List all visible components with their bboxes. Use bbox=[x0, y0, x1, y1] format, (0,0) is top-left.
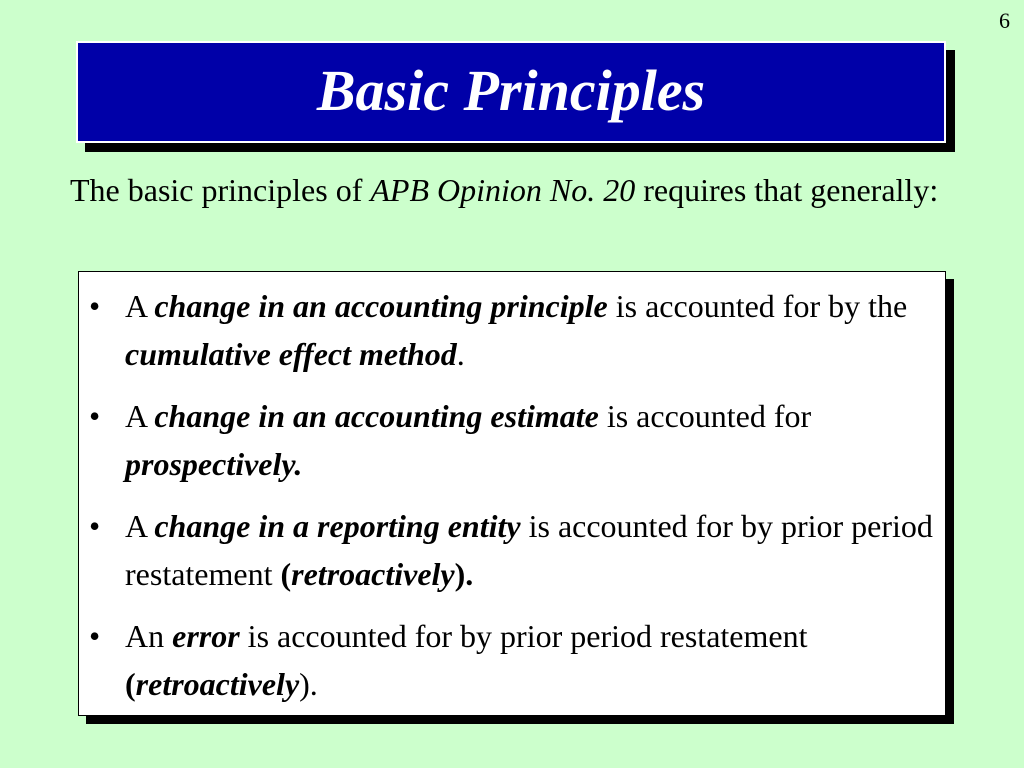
bullet-prefix: An bbox=[125, 618, 173, 654]
bullet-close: ). bbox=[299, 666, 318, 702]
bullet-marker: • bbox=[89, 288, 101, 324]
bullet-method: retroactively bbox=[135, 666, 300, 702]
bullet-prefix: A bbox=[125, 288, 155, 324]
intro-paragraph bbox=[70, 168, 950, 212]
bullet-prefix: A bbox=[125, 398, 155, 434]
bullet-method: retroactively bbox=[291, 556, 455, 592]
bullet-prefix: A bbox=[125, 508, 155, 544]
bullet-middle: is accounted for by the bbox=[607, 288, 908, 324]
intro-opinion: APB Opinion No. 20 bbox=[370, 172, 636, 208]
bullet-marker: • bbox=[89, 508, 101, 544]
bullet-middle: is accounted for by prior period restatement bbox=[125, 508, 933, 592]
bullet-item-error bbox=[79, 612, 945, 708]
bullet-method: prospectively. bbox=[125, 446, 303, 482]
bullet-marker: • bbox=[89, 618, 101, 654]
bullet-item-accounting-estimate bbox=[79, 392, 945, 488]
intro-text-before: The basic principles of bbox=[70, 172, 371, 208]
bullet-term: error bbox=[172, 618, 240, 654]
bullet-end: . bbox=[456, 336, 465, 372]
bullet-item-reporting-entity bbox=[79, 502, 945, 598]
bullet-list bbox=[79, 272, 945, 708]
bullet-close: ). bbox=[454, 556, 474, 592]
title-banner bbox=[76, 41, 946, 143]
page-number: 6 bbox=[999, 8, 1010, 33]
bullet-marker: • bbox=[89, 398, 101, 434]
bullet-middle: is accounted for bbox=[598, 398, 812, 434]
content-box bbox=[78, 271, 946, 716]
bullet-method: cumulative effect method bbox=[125, 336, 457, 372]
bullet-item-accounting-principle bbox=[79, 282, 945, 378]
bullet-term: change in a reporting entity bbox=[154, 508, 521, 544]
slide-title: Basic Principles bbox=[316, 57, 706, 123]
bullet-term: change in an accounting estimate bbox=[154, 398, 599, 434]
intro-text-after: requires that generally: bbox=[635, 172, 939, 208]
bullet-term: change in an accounting principle bbox=[154, 288, 608, 324]
bullet-open-paren: ( bbox=[125, 666, 136, 702]
bullet-open-paren: ( bbox=[280, 556, 292, 592]
bullet-middle: is accounted for by prior period restatement bbox=[239, 618, 808, 654]
